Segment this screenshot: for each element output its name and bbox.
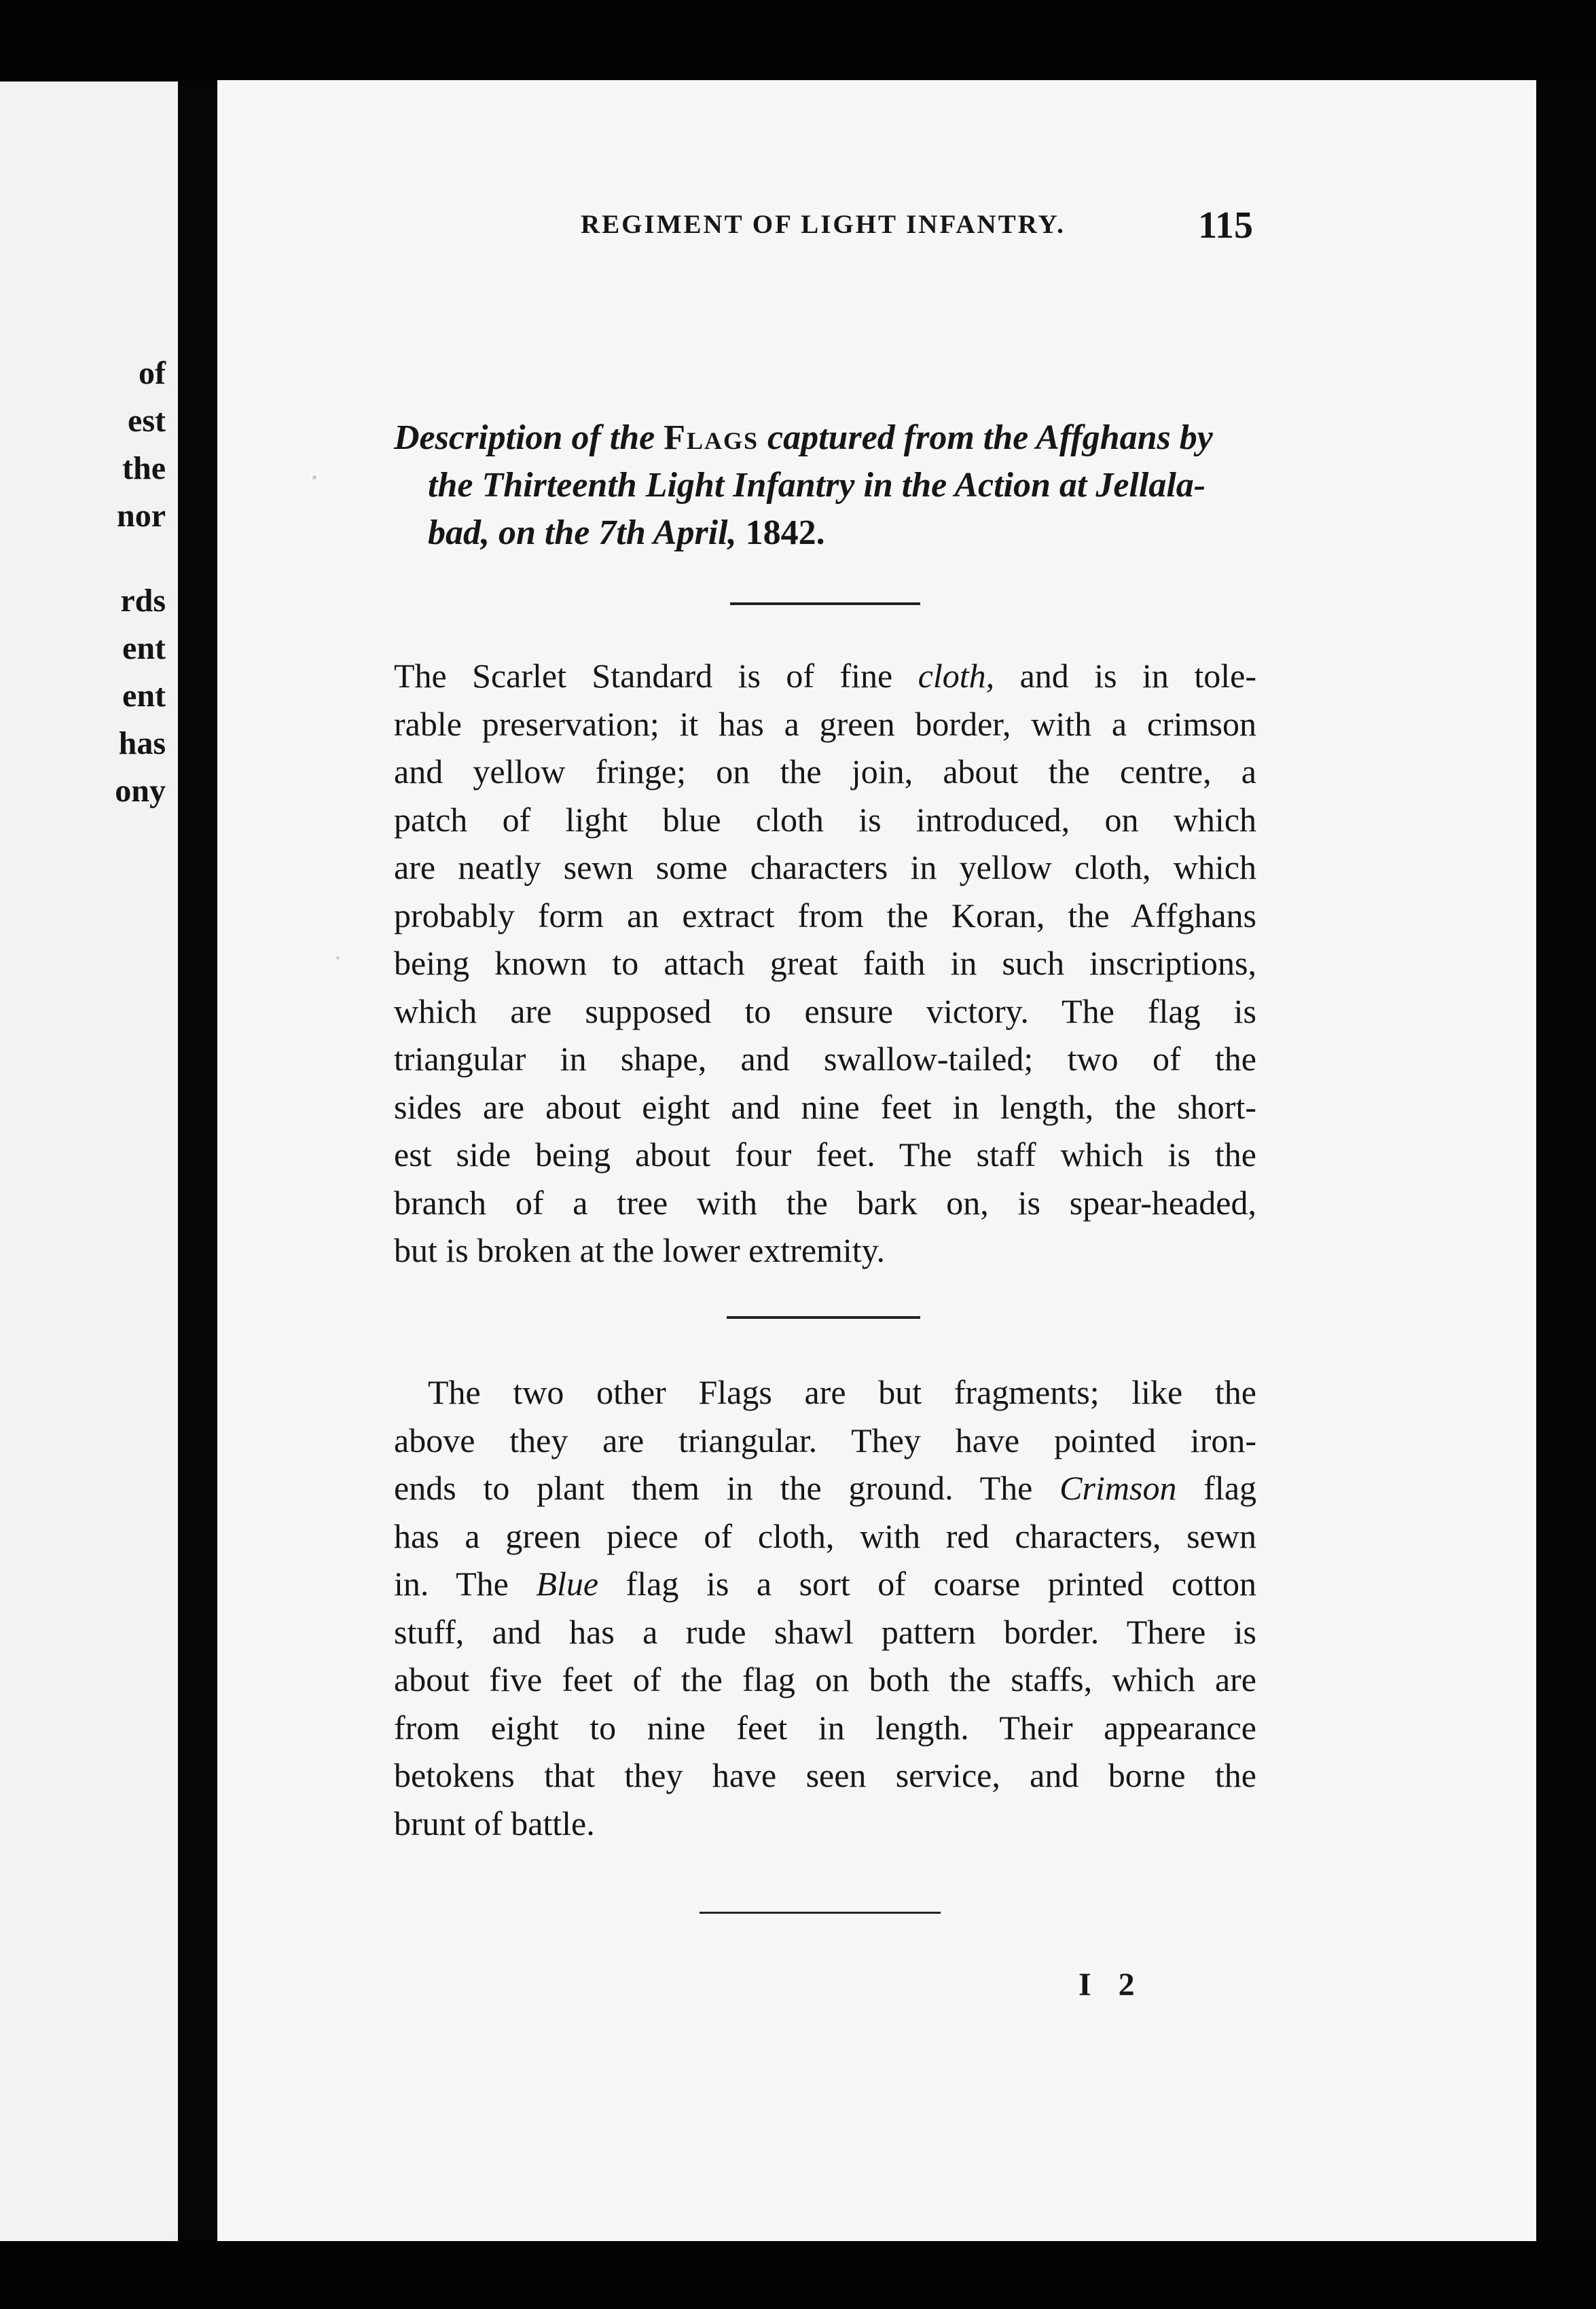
text-segment: being known to attach great faith in such inscriptions, — [394, 944, 1256, 982]
text-line — [394, 1368, 1256, 1417]
heading-line: the Thirteenth Light Infantry in the Action at Jellala- — [428, 466, 1206, 505]
scan-right-border — [1536, 80, 1596, 2241]
text-segment: sides are about eight and nine feet in length, the short- — [394, 1087, 1256, 1126]
text-segment: flag — [1176, 1469, 1257, 1507]
text-line — [394, 1083, 1256, 1131]
text-segment: has a green piece of cloth, with red characters, sewn — [394, 1516, 1256, 1555]
italic-word: Crimson — [1059, 1469, 1177, 1507]
heading-year: 1842. — [745, 513, 825, 552]
text-line — [394, 1226, 1256, 1275]
paragraph-scarlet-standard — [394, 652, 1256, 1275]
text-line — [394, 700, 1256, 748]
text-line — [394, 1656, 1256, 1704]
printer-signature-mark: I 2 — [1078, 1967, 1144, 2003]
fragment-line: ent — [122, 678, 166, 714]
text-line — [394, 652, 1256, 700]
fragment-gap — [115, 540, 166, 577]
text-line — [394, 843, 1256, 892]
fragment-line: ony — [115, 773, 166, 809]
text-segment: The two other Flags are but fragments; like the — [428, 1373, 1256, 1411]
fragment-line: has — [118, 725, 166, 761]
text-line — [394, 1131, 1256, 1179]
text-segment: rable preservation; it has a green border, with a crimson — [394, 704, 1256, 743]
text-line — [394, 1417, 1256, 1465]
book-gutter — [178, 81, 217, 2241]
text-segment: in. The — [394, 1565, 537, 1603]
fragment-line: nor — [117, 498, 166, 534]
text-line — [394, 748, 1256, 796]
fragment-line: ent — [122, 630, 166, 666]
text-segment: stuff, and has a rude shawl pattern border. There is — [394, 1612, 1256, 1651]
fragment-line: the — [122, 450, 166, 486]
text-line — [394, 1800, 1256, 1848]
text-segment: probably form an extract from the Koran, the Affghans — [394, 896, 1256, 934]
text-segment: patch of light blue cloth is introduced, on which — [394, 800, 1256, 839]
text-segment: est side being about four feet. The staff which is the — [394, 1135, 1256, 1174]
previous-page-edge — [0, 81, 178, 2241]
italic-word: cloth, — [918, 657, 995, 695]
end-divider — [700, 1912, 941, 1914]
section-divider — [727, 1316, 920, 1319]
text-segment: which are supposed to ensure victory. The flag is — [394, 992, 1256, 1030]
section-heading — [394, 414, 1256, 557]
text-line — [394, 939, 1256, 987]
page-number: 115 — [1198, 204, 1253, 247]
text-segment: flag is a sort of coarse printed cotton — [598, 1565, 1256, 1603]
heading-line — [394, 414, 1256, 462]
running-title: REGIMENT OF LIGHT INFANTRY. — [581, 210, 1066, 239]
previous-page-text-fragments — [115, 350, 166, 815]
text-segment: about five feet of the flag on both the staffs, which are — [394, 1660, 1256, 1698]
scan-bottom-border — [0, 2241, 1596, 2309]
text-line — [394, 1035, 1256, 1083]
scan-speck — [336, 956, 340, 960]
text-line — [394, 796, 1256, 844]
heading-line — [394, 509, 1256, 557]
text-segment: brunt of battle. — [394, 1804, 595, 1842]
section-divider — [730, 602, 920, 605]
text-line — [394, 1464, 1256, 1512]
text-line — [394, 1704, 1256, 1752]
text-segment: ends to plant them in the ground. The — [394, 1469, 1060, 1507]
paragraph-other-flags — [394, 1368, 1256, 1847]
fragment-line: of — [139, 355, 166, 391]
heading-text: captured from the Affghans by — [759, 418, 1213, 457]
text-segment: betokens that they have seen service, and borne the — [394, 1756, 1256, 1794]
scan-speck — [312, 475, 316, 479]
text-line — [394, 892, 1256, 940]
text-segment: are neatly sewn some characters in yellow cloth, which — [394, 848, 1256, 886]
text-line — [394, 1608, 1256, 1656]
text-line — [394, 1560, 1256, 1608]
heading-small-caps: Flags — [664, 418, 759, 457]
text-segment: from eight to nine feet in length. Their appearance — [394, 1708, 1256, 1747]
heading-text: Description of the — [394, 418, 664, 457]
fragment-line: est — [128, 403, 166, 439]
text-segment: branch of a tree with the bark on, is spear-headed, — [394, 1183, 1256, 1222]
scan-top-border — [0, 0, 1596, 81]
heading-text: bad, on the 7th April, — [428, 513, 746, 552]
text-segment: The Scarlet Standard is of fine — [394, 657, 918, 695]
text-segment: triangular in shape, and swallow-tailed; two of the — [394, 1040, 1256, 1078]
italic-word: Blue — [536, 1565, 599, 1603]
text-segment: and is in tole- — [994, 657, 1257, 695]
fragment-line: rds — [120, 583, 166, 619]
text-segment: above they are triangular. They have pointed iron- — [394, 1421, 1256, 1459]
text-line — [394, 1512, 1256, 1561]
text-segment: but is broken at the lower extremity. — [394, 1231, 885, 1269]
text-line — [394, 987, 1256, 1036]
text-segment: and yellow fringe; on the join, about the centre, a — [394, 752, 1256, 790]
running-head — [581, 204, 1273, 258]
text-line — [394, 1751, 1256, 1800]
text-line — [394, 1179, 1256, 1227]
